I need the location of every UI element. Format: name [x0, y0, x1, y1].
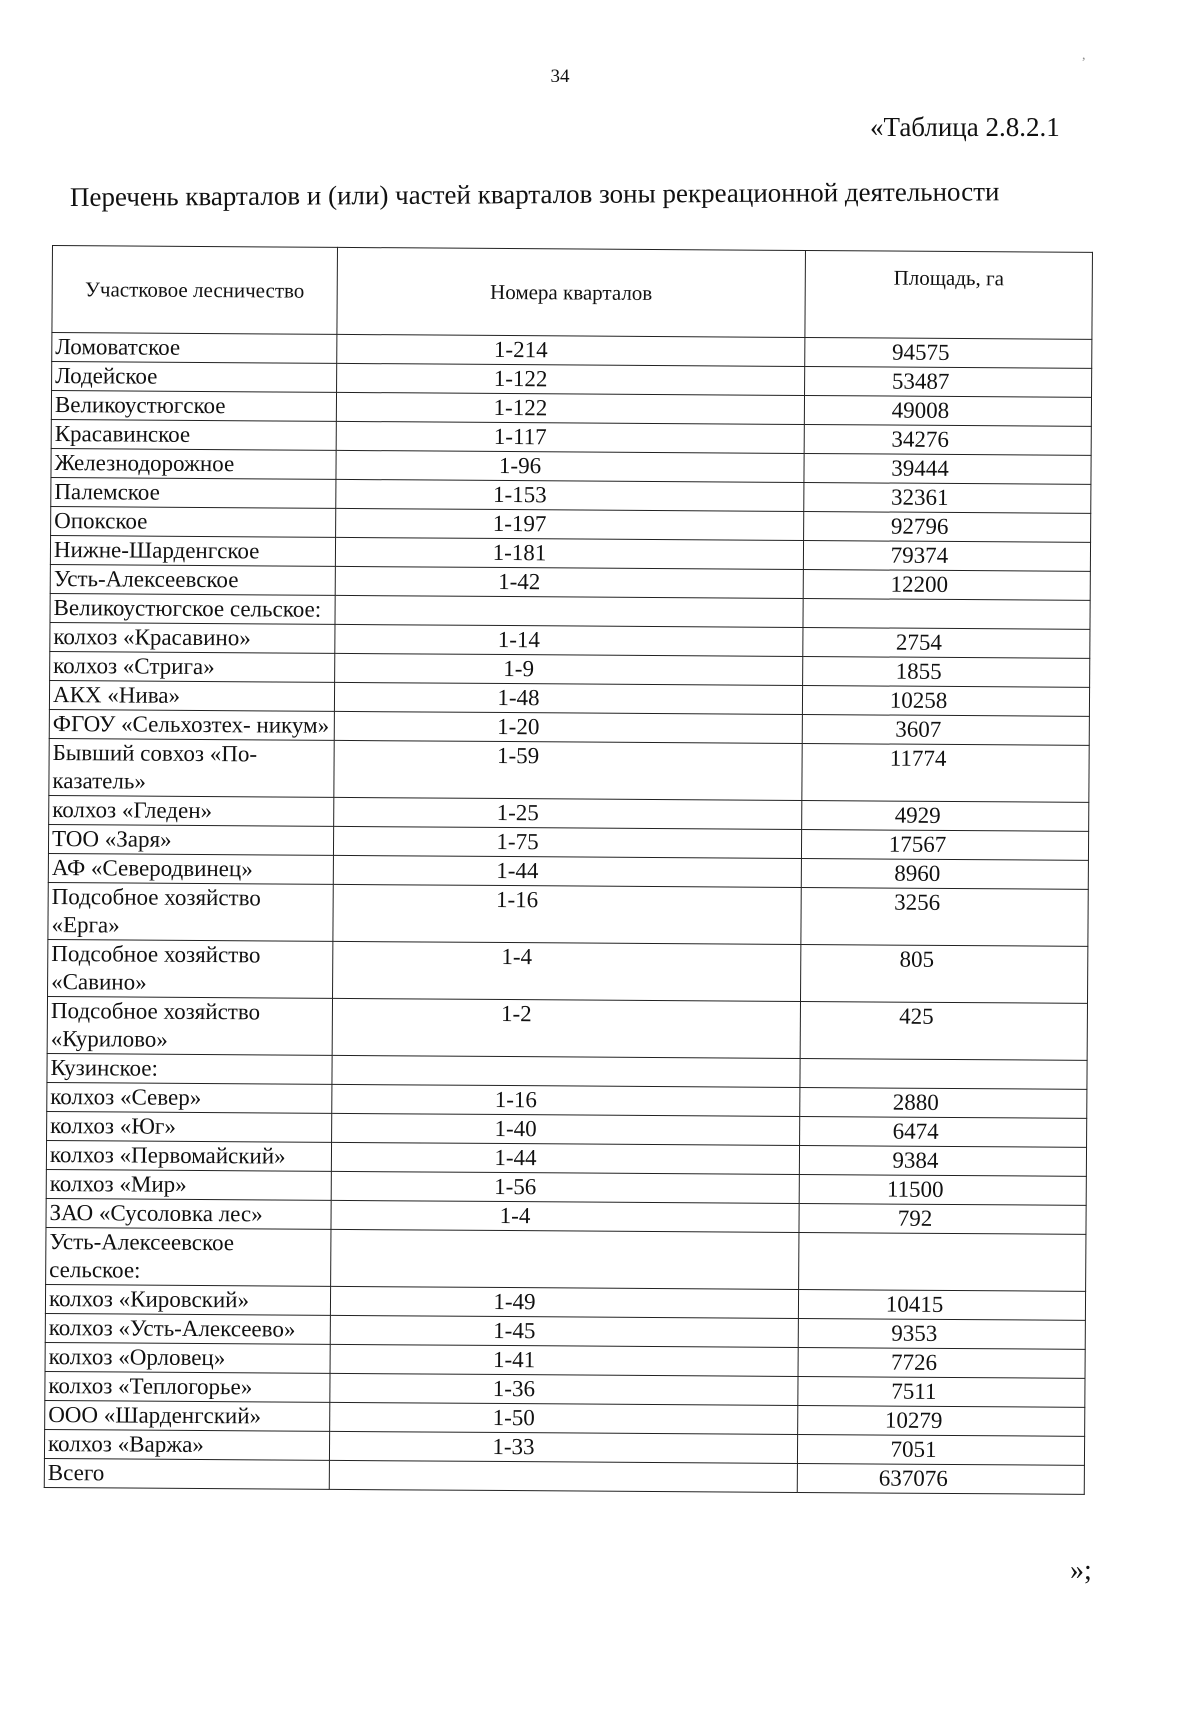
- forestry-name-cell: ФГОУ «Сельхозтех- никум»: [49, 709, 334, 740]
- area-cell: 2754: [803, 627, 1090, 658]
- quarter-numbers-cell: [332, 1055, 800, 1087]
- area-cell: 3256: [801, 887, 1088, 946]
- area-cell: 39444: [804, 453, 1091, 484]
- area-cell: 9353: [798, 1318, 1085, 1349]
- area-cell: 17567: [801, 829, 1088, 860]
- forestry-name-cell: АКХ «Нива»: [49, 680, 334, 711]
- area-cell: 8960: [801, 858, 1088, 889]
- quarter-numbers-cell: 1-44: [331, 1142, 799, 1174]
- area-cell: [800, 1058, 1087, 1089]
- forestry-name-cell: Нижне-Шарденгское: [50, 535, 335, 566]
- area-cell: 11500: [799, 1174, 1086, 1205]
- quarter-numbers-cell: 1-50: [330, 1402, 798, 1434]
- area-cell: 2880: [800, 1087, 1087, 1118]
- forestry-name-cell: Подсобное хозяйство «Ерга»: [48, 882, 333, 941]
- quarter-numbers-cell: 1-59: [334, 740, 802, 800]
- scan-speck: ,: [1082, 48, 1086, 63]
- area-cell: 7051: [797, 1434, 1084, 1465]
- quarter-numbers-cell: 1-48: [334, 682, 802, 714]
- quarter-numbers-cell: 1-41: [330, 1344, 798, 1376]
- quarter-numbers-cell: 1-42: [335, 566, 803, 598]
- table-header-row: [52, 246, 1093, 340]
- forestry-name-cell: колхоз «Гледен»: [49, 795, 334, 826]
- quarter-numbers-cell: 1-16: [333, 884, 801, 944]
- table-row: [44, 1458, 1084, 1494]
- forestry-name-cell: Усть-Алексеевское сельское:: [46, 1227, 331, 1286]
- forestry-name-cell: Опокское: [51, 506, 336, 537]
- quarter-numbers-cell: 1-33: [329, 1431, 797, 1463]
- table-row: [46, 1227, 1086, 1291]
- area-cell: 637076: [797, 1463, 1084, 1494]
- forestry-name-cell: Лодейское: [52, 362, 337, 393]
- forestry-name-cell: Подсобное хозяйство «Курилово»: [47, 996, 332, 1055]
- table-row: [49, 738, 1089, 802]
- forestry-name-cell: колхоз «Стрига»: [50, 651, 335, 682]
- area-cell: [803, 598, 1090, 629]
- quarter-numbers-cell: 1-2: [332, 998, 800, 1058]
- forestry-name-cell: Великоустюгское: [51, 391, 336, 422]
- recreation-quarters-table: [44, 245, 1093, 1495]
- forestry-name-cell: Красавинское: [51, 419, 336, 450]
- quarter-numbers-cell: 1-96: [336, 450, 804, 482]
- forestry-name-cell: колхоз «Теплогорье»: [45, 1371, 330, 1402]
- forestry-name-cell: колхоз «Усть-Алексеево»: [45, 1313, 330, 1344]
- area-cell: 11774: [802, 743, 1089, 802]
- forestry-name-cell: Подсобное хозяйство «Савино»: [48, 939, 333, 998]
- forestry-name-cell: колхоз «Мир»: [46, 1169, 331, 1200]
- area-cell: 12200: [803, 569, 1090, 600]
- quarter-numbers-cell: 1-75: [333, 826, 801, 858]
- forestry-name-cell: колхоз «Красавино»: [50, 622, 335, 653]
- quarter-numbers-cell: 1-9: [335, 653, 803, 685]
- table-row: [47, 996, 1087, 1060]
- area-cell: 10415: [798, 1289, 1085, 1320]
- forestry-name-cell: колхоз «Орловец»: [45, 1342, 330, 1373]
- forestry-name-cell: колхоз «Варжа»: [44, 1429, 329, 1460]
- forestry-name-cell: ЗАО «Сусоловка лес»: [46, 1198, 331, 1229]
- table-row: [48, 882, 1088, 946]
- area-cell: 32361: [804, 482, 1091, 513]
- area-cell: 94575: [805, 337, 1092, 368]
- forestry-name-cell: ТОО «Заря»: [48, 824, 333, 855]
- quarter-numbers-cell: 1-45: [330, 1315, 798, 1347]
- table-label: «Таблица 2.8.2.1: [870, 112, 1060, 142]
- quarter-numbers-cell: 1-117: [336, 421, 804, 453]
- forestry-name-cell: Палемское: [51, 477, 336, 508]
- quarter-numbers-cell: 1-44: [333, 855, 801, 887]
- quarter-numbers-cell: 1-122: [337, 363, 805, 395]
- area-cell: 1855: [803, 656, 1090, 687]
- quarter-numbers-cell: 1-214: [337, 334, 805, 366]
- forestry-name-cell: колхоз «Первомайский»: [46, 1140, 331, 1171]
- forestry-name-cell: Ломоватское: [52, 333, 337, 364]
- table-row: [48, 939, 1088, 1003]
- forestry-name-cell: Железнодорожное: [51, 448, 336, 479]
- area-cell: 53487: [805, 366, 1092, 397]
- area-cell: 79374: [803, 540, 1090, 571]
- area-cell: 10279: [798, 1405, 1085, 1436]
- forestry-name-cell: колхоз «Кировский»: [45, 1284, 330, 1315]
- area-cell: [799, 1232, 1086, 1291]
- area-cell: 7726: [798, 1347, 1085, 1378]
- quarter-numbers-cell: 1-4: [333, 941, 801, 1001]
- table-wrapper: [44, 245, 1093, 1495]
- area-cell: 10258: [802, 685, 1089, 716]
- area-cell: 805: [800, 944, 1087, 1003]
- header-forestry: Участковое лесничество: [52, 246, 338, 335]
- quarter-numbers-cell: 1-197: [336, 508, 804, 540]
- quarter-numbers-cell: 1-49: [330, 1286, 798, 1318]
- area-cell: 92796: [804, 511, 1091, 542]
- quarter-numbers-cell: 1-14: [335, 624, 803, 656]
- area-cell: 34276: [804, 424, 1091, 455]
- quarter-numbers-cell: 1-153: [336, 479, 804, 511]
- forestry-name-cell: Великоустюгское сельское:: [50, 593, 335, 624]
- area-cell: 792: [799, 1203, 1086, 1234]
- forestry-name-cell: Бывший совхоз «По- казатель»: [49, 738, 334, 797]
- quarter-numbers-cell: [329, 1460, 797, 1492]
- forestry-name-cell: колхоз «Юг»: [47, 1111, 332, 1142]
- page-number: 34: [550, 66, 570, 87]
- forestry-name-cell: ООО «Шарденгский»: [45, 1400, 330, 1431]
- area-cell: 7511: [798, 1376, 1085, 1407]
- quarter-numbers-cell: 1-181: [335, 537, 803, 569]
- quarter-numbers-cell: 1-4: [331, 1200, 799, 1232]
- document-title: Перечень кварталов и (или) частей кварталов зоны рекреационной деятельности: [69, 176, 1000, 212]
- quarter-numbers-cell: 1-122: [336, 392, 804, 424]
- quarter-numbers-cell: 1-16: [332, 1084, 800, 1116]
- area-cell: 6474: [800, 1116, 1087, 1147]
- area-cell: 3607: [802, 714, 1089, 745]
- header-quarters: Номера кварталов: [337, 247, 806, 337]
- quarter-numbers-cell: 1-56: [331, 1171, 799, 1203]
- area-cell: 9384: [799, 1145, 1086, 1176]
- header-area: Площадь, га: [805, 250, 1093, 339]
- area-cell: 425: [800, 1001, 1087, 1060]
- forestry-name-cell: Усть-Алексеевское: [50, 564, 335, 595]
- area-cell: 49008: [804, 395, 1091, 426]
- quarter-numbers-cell: [335, 595, 803, 627]
- area-cell: 4929: [802, 800, 1089, 831]
- closing-quote: »;: [1070, 1555, 1092, 1586]
- quarter-numbers-cell: 1-40: [332, 1113, 800, 1145]
- quarter-numbers-cell: 1-36: [330, 1373, 798, 1405]
- table-body: [44, 333, 1092, 1495]
- forestry-name-cell: Кузинское:: [47, 1053, 332, 1084]
- quarter-numbers-cell: [331, 1229, 799, 1289]
- forestry-name-cell: колхоз «Север»: [47, 1082, 332, 1113]
- forestry-name-cell: АФ «Северодвинец»: [48, 853, 333, 884]
- quarter-numbers-cell: 1-20: [334, 711, 802, 743]
- quarter-numbers-cell: 1-25: [334, 797, 802, 829]
- forestry-name-cell: Всего: [44, 1458, 329, 1489]
